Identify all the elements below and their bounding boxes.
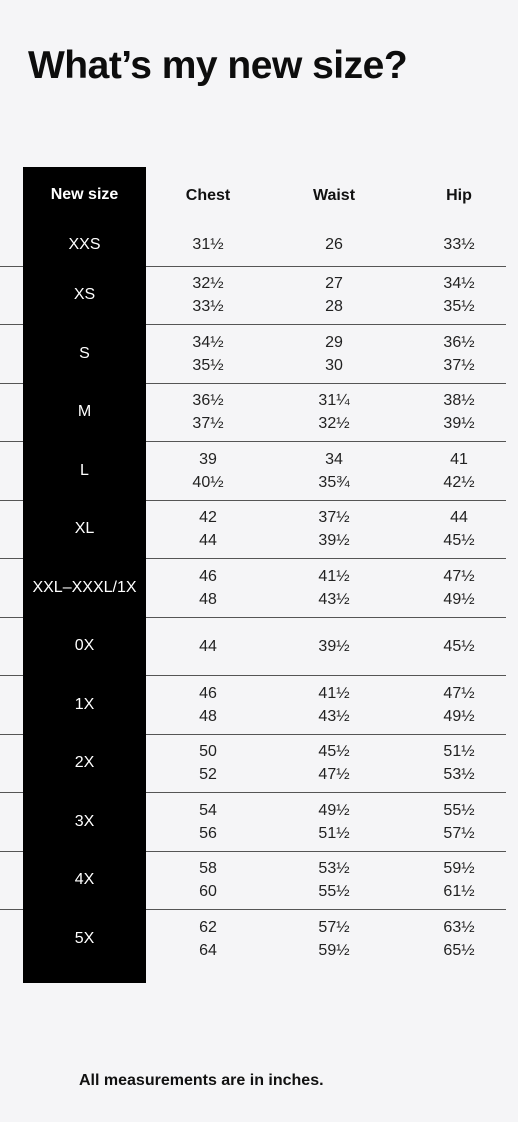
waist-cell bbox=[274, 793, 394, 852]
waist-cell bbox=[274, 734, 394, 793]
table-row bbox=[0, 500, 518, 559]
chest-value: 52 bbox=[199, 766, 217, 784]
table-row bbox=[0, 325, 518, 384]
waist-value: 47½ bbox=[318, 766, 350, 784]
waist-cell bbox=[274, 559, 394, 618]
hip-value: 36½ bbox=[443, 333, 475, 351]
waist-cell bbox=[274, 442, 394, 501]
hip-value: 49½ bbox=[443, 707, 475, 725]
chest-cell bbox=[148, 851, 268, 910]
chest-cell bbox=[148, 266, 268, 325]
size-label: XL bbox=[74, 520, 95, 538]
hip-value: 53½ bbox=[443, 766, 475, 784]
waist-value: 53½ bbox=[318, 860, 350, 878]
chest-value: 39 bbox=[199, 450, 217, 468]
waist-value: 39½ bbox=[318, 637, 350, 655]
header-new-size: New size bbox=[50, 186, 119, 203]
size-label: XXS bbox=[68, 235, 101, 253]
waist-cell bbox=[274, 325, 394, 384]
waist-value: 43½ bbox=[318, 590, 350, 608]
table-row bbox=[0, 442, 518, 501]
hip-cell bbox=[399, 851, 518, 910]
waist-value: 45½ bbox=[318, 743, 350, 761]
size-label: 1X bbox=[74, 695, 95, 713]
hip-value: 51½ bbox=[443, 743, 475, 761]
chest-cell bbox=[148, 734, 268, 793]
waist-value: 43½ bbox=[318, 707, 350, 725]
chest-value: 32½ bbox=[192, 275, 224, 293]
table-row bbox=[0, 851, 518, 910]
table-row bbox=[0, 223, 518, 266]
chest-value: 54 bbox=[199, 801, 217, 819]
hip-value: 65½ bbox=[443, 941, 475, 959]
hip-value: 49½ bbox=[443, 590, 475, 608]
waist-value: 32½ bbox=[318, 415, 350, 433]
waist-value: 37½ bbox=[318, 509, 350, 527]
size-label: XXL–XXXL/1X bbox=[32, 578, 137, 596]
hip-value: 44 bbox=[450, 509, 468, 527]
header-chest: Chest bbox=[185, 186, 231, 204]
waist-cell bbox=[274, 383, 394, 442]
header-waist: Waist bbox=[312, 186, 356, 204]
table-row bbox=[0, 617, 518, 676]
size-label: L bbox=[80, 461, 89, 479]
waist-value: 34 bbox=[325, 450, 343, 468]
waist-value: 41½ bbox=[318, 684, 350, 702]
chest-value: 48 bbox=[199, 590, 217, 608]
chest-value: 46 bbox=[199, 567, 217, 585]
chest-value: 48 bbox=[199, 707, 217, 725]
table-row bbox=[0, 734, 518, 793]
hip-value: 34½ bbox=[443, 275, 475, 293]
table-row bbox=[0, 676, 518, 735]
page-title: What’s my new size? bbox=[28, 44, 408, 87]
table-header-row bbox=[0, 167, 518, 223]
waist-cell bbox=[274, 851, 394, 910]
waist-value: 39½ bbox=[318, 532, 350, 550]
chest-cell bbox=[148, 383, 268, 442]
hip-value: 47½ bbox=[443, 684, 475, 702]
hip-cell bbox=[399, 676, 518, 735]
waist-value: 49½ bbox=[318, 801, 350, 819]
hip-cell bbox=[399, 442, 518, 501]
waist-cell bbox=[274, 223, 394, 266]
chest-value: 50 bbox=[199, 743, 217, 761]
chest-cell bbox=[148, 910, 268, 969]
hip-value: 35½ bbox=[443, 298, 475, 316]
chest-value: 46 bbox=[199, 684, 217, 702]
waist-cell bbox=[274, 617, 394, 676]
hip-cell bbox=[399, 325, 518, 384]
hip-value: 61½ bbox=[443, 883, 475, 901]
waist-cell bbox=[274, 910, 394, 969]
chest-cell bbox=[148, 676, 268, 735]
waist-cell bbox=[274, 500, 394, 559]
chest-value: 36½ bbox=[192, 392, 224, 410]
hip-cell bbox=[399, 617, 518, 676]
hip-value: 47½ bbox=[443, 567, 475, 585]
chest-cell bbox=[148, 325, 268, 384]
measurement-footnote: All measurements are in inches. bbox=[79, 1072, 324, 1089]
waist-value: 28 bbox=[325, 298, 343, 316]
hip-value: 55½ bbox=[443, 801, 475, 819]
waist-value: 41½ bbox=[318, 567, 350, 585]
size-label: M bbox=[77, 403, 92, 421]
waist-value: 55½ bbox=[318, 883, 350, 901]
table-row bbox=[0, 559, 518, 618]
chest-value: 31½ bbox=[192, 236, 224, 253]
header-hip: Hip bbox=[446, 186, 472, 204]
table-row bbox=[0, 383, 518, 442]
chest-cell bbox=[148, 223, 268, 266]
hip-value: 38½ bbox=[443, 392, 475, 410]
hip-value: 37½ bbox=[443, 356, 475, 374]
chest-value: 35½ bbox=[192, 356, 224, 374]
waist-value: 59½ bbox=[318, 941, 350, 959]
waist-value: 29 bbox=[325, 333, 343, 351]
waist-value: 57½ bbox=[318, 918, 350, 936]
chest-value: 64 bbox=[199, 941, 217, 959]
chest-cell bbox=[148, 442, 268, 501]
hip-cell bbox=[399, 223, 518, 266]
hip-value: 63½ bbox=[443, 918, 475, 936]
size-label: 3X bbox=[74, 812, 95, 830]
waist-cell bbox=[274, 266, 394, 325]
chest-value: 58 bbox=[199, 860, 217, 878]
hip-value: 57½ bbox=[443, 824, 475, 842]
size-label: 2X bbox=[74, 754, 95, 772]
hip-cell bbox=[399, 559, 518, 618]
waist-value: 30 bbox=[325, 356, 343, 374]
chest-value: 37½ bbox=[192, 415, 224, 433]
chest-value: 44 bbox=[199, 637, 217, 655]
chest-cell bbox=[148, 793, 268, 852]
chest-value: 60 bbox=[199, 883, 217, 901]
chest-cell bbox=[148, 500, 268, 559]
waist-value: 27 bbox=[325, 275, 343, 293]
size-label: 0X bbox=[74, 637, 95, 655]
table-row bbox=[0, 793, 518, 852]
waist-value: 31¼ bbox=[318, 392, 350, 410]
chest-cell bbox=[148, 559, 268, 618]
chest-cell bbox=[148, 617, 268, 676]
size-label: 5X bbox=[74, 929, 95, 947]
chest-value: 62 bbox=[199, 918, 217, 936]
hip-value: 45½ bbox=[443, 637, 475, 655]
size-label: 4X bbox=[74, 871, 95, 889]
size-label: S bbox=[79, 344, 90, 362]
table-row bbox=[0, 910, 518, 969]
chest-value: 42 bbox=[199, 509, 217, 527]
size-label: XS bbox=[73, 286, 96, 304]
table-row bbox=[0, 266, 518, 325]
hip-cell bbox=[399, 910, 518, 969]
chest-value: 40½ bbox=[192, 473, 224, 491]
hip-value: 33½ bbox=[443, 236, 475, 253]
hip-value: 41 bbox=[450, 450, 468, 468]
waist-value: 35¾ bbox=[318, 473, 350, 491]
chest-value: 44 bbox=[199, 532, 217, 550]
hip-cell bbox=[399, 383, 518, 442]
hip-cell bbox=[399, 500, 518, 559]
chest-value: 34½ bbox=[192, 333, 224, 351]
hip-value: 45½ bbox=[443, 532, 475, 550]
waist-cell bbox=[274, 676, 394, 735]
hip-cell bbox=[399, 793, 518, 852]
hip-cell bbox=[399, 734, 518, 793]
chest-value: 33½ bbox=[192, 298, 224, 316]
hip-value: 42½ bbox=[443, 473, 475, 491]
waist-value: 51½ bbox=[318, 824, 350, 842]
waist-value: 26 bbox=[325, 236, 343, 253]
hip-value: 39½ bbox=[443, 415, 475, 433]
hip-cell bbox=[399, 266, 518, 325]
chest-value: 56 bbox=[199, 824, 217, 842]
hip-value: 59½ bbox=[443, 860, 475, 878]
